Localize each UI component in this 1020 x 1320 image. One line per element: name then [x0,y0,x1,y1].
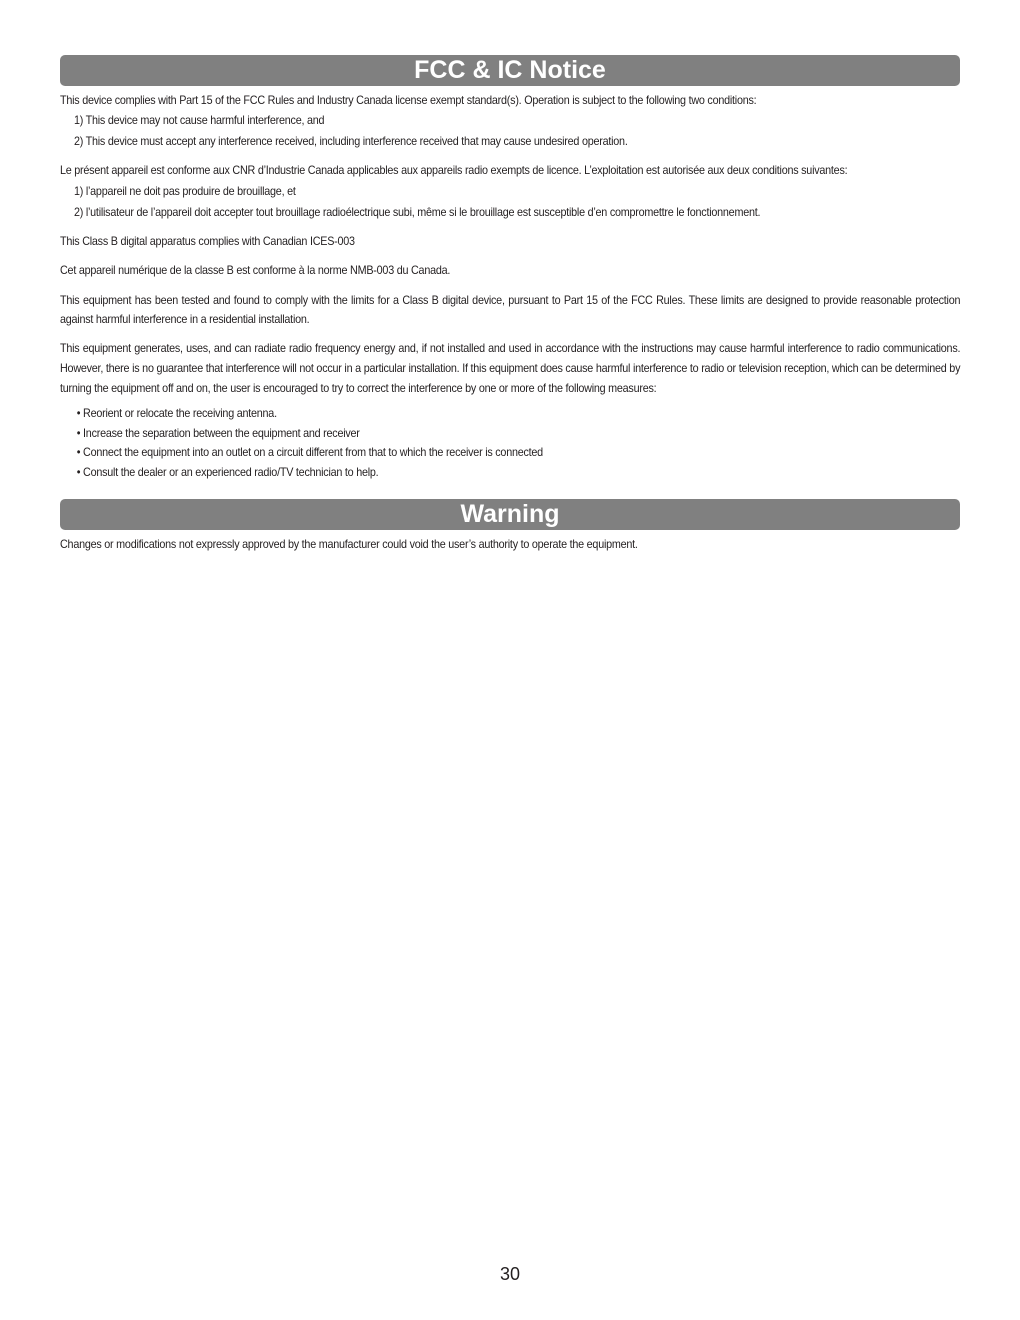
warning-section-body [60,536,960,554]
french-condition-item: 2) l’utilisateur de l’appareil doit accepter tout brouillage radioélectrique subi, même si le brouillage est susceptible d’en compromettre le fonctionnement. [73,206,761,219]
generates-paragraph: This equipment generates, uses, and can radiate radio frequency energy and, if not installed and used in accordance with the instructions may cause harmful interference to radio communications. However, there is no guarantee that interference will not occur in a particular installation. If this equipment does cause harmful interference to radio or television reception, which can be determined by turning the equipment off and on, the user is encouraged to try to correct the interference by one or more of the following measures: [60,342,961,395]
fcc-condition-item: 1) This device may not cause harmful interference, and [73,114,325,127]
class-b-french-paragraph: Cet appareil numérique de la classe B est conforme à la norme NMB-003 du Canada. [60,264,451,277]
document-page [60,55,960,554]
fcc-intro-paragraph: This device complies with Part 15 of the FCC Rules and Industry Canada license exempt standard(s). Operation is subject to the following two conditions: [60,94,757,107]
fcc-ic-notice-header: FCC & IC Notice [60,55,960,86]
warning-paragraph: Changes or modifications not expressly approved by the manufacturer could void the user’s authority to operate the equipment. [60,538,638,551]
tested-paragraph: This equipment has been tested and found to comply with the limits for a Class B digital device, pursuant to Part 15 of the FCC Rules. These limits are designed to provide reasonable protection against harmful interference in a residential installation. [60,294,961,326]
measure-item: • Reorient or relocate the receiving antenna. [76,407,277,420]
fcc-section-body [60,92,960,482]
french-conditions-list [60,183,960,222]
measure-item: • Increase the separation between the equipment and receiver [76,426,360,440]
warning-header: Warning [60,499,960,530]
french-condition-item: 1) l’appareil ne doit pas produire de brouillage, et [73,185,296,198]
measures-list [60,404,960,482]
french-intro-paragraph: Le présent appareil est conforme aux CNR d’Industrie Canada applicables aux appareils radio exempts de licence. L’exploitation est autorisée aux deux conditions suivantes: [60,164,848,177]
measure-item: • Consult the dealer or an experienced radio/TV technician to help. [76,465,379,479]
page-number: 30 [499,1264,521,1284]
fcc-conditions-list [60,112,960,151]
fcc-condition-item: 2) This device must accept any interference received, including interference received that may cause undesired operation. [73,135,628,148]
measure-item: • Connect the equipment into an outlet on a circuit different from that to which the receiver is connected [76,446,543,459]
class-b-english-paragraph: This Class B digital apparatus complies with Canadian ICES-003 [60,235,355,248]
